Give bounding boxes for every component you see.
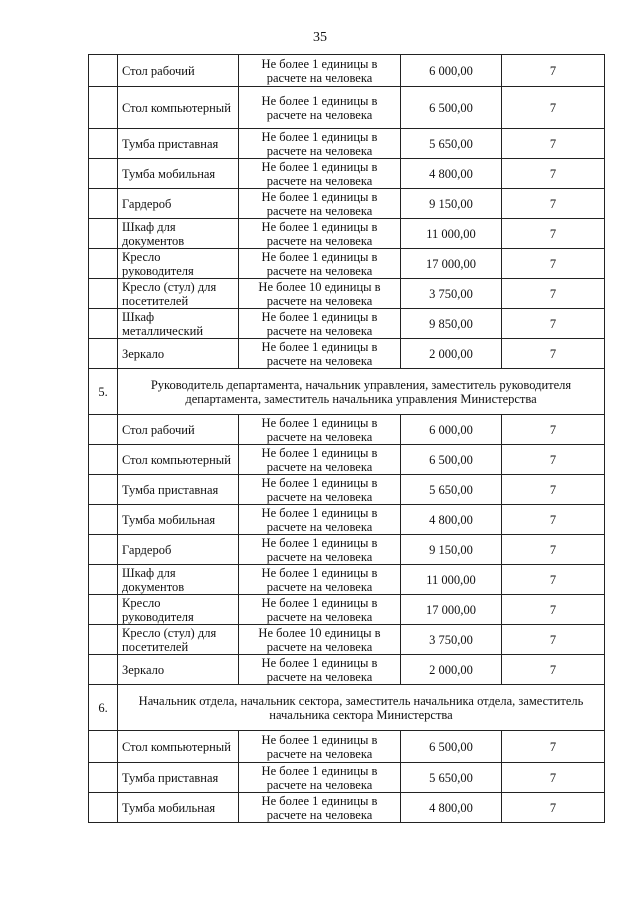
item-price: 6 500,00 — [401, 445, 502, 475]
row-number-cell — [89, 339, 118, 369]
section-row — [89, 685, 605, 731]
row-number-cell — [89, 55, 118, 87]
item-name: Стол компьютерный — [118, 445, 239, 475]
item-price: 6 000,00 — [401, 55, 502, 87]
item-service-years: 7 — [502, 505, 605, 535]
item-price: 5 650,00 — [401, 763, 502, 793]
table-row — [89, 87, 605, 129]
item-service-years: 7 — [502, 595, 605, 625]
item-service-years: 7 — [502, 249, 605, 279]
item-service-years: 7 — [502, 565, 605, 595]
table-row — [89, 129, 605, 159]
row-number-cell — [89, 655, 118, 685]
item-service-years: 7 — [502, 129, 605, 159]
table-row — [89, 279, 605, 309]
item-service-years: 7 — [502, 55, 605, 87]
table-row — [89, 445, 605, 475]
item-name: Тумба мобильная — [118, 159, 239, 189]
item-name: Тумба приставная — [118, 763, 239, 793]
table-row — [89, 625, 605, 655]
item-price: 5 650,00 — [401, 129, 502, 159]
item-quantity-norm: Не более 1 единицы в расчете на человека — [239, 159, 401, 189]
table-row — [89, 309, 605, 339]
row-number-cell — [89, 445, 118, 475]
item-service-years: 7 — [502, 279, 605, 309]
item-name: Кресло руководителя — [118, 595, 239, 625]
item-price: 4 800,00 — [401, 793, 502, 823]
item-name: Гардероб — [118, 535, 239, 565]
item-price: 11 000,00 — [401, 219, 502, 249]
item-name: Шкаф для документов — [118, 219, 239, 249]
item-price: 4 800,00 — [401, 505, 502, 535]
item-service-years: 7 — [502, 763, 605, 793]
item-price: 6 000,00 — [401, 415, 502, 445]
row-number-cell — [89, 505, 118, 535]
row-number-cell — [89, 129, 118, 159]
item-name: Стол компьютерный — [118, 87, 239, 129]
item-price: 3 750,00 — [401, 625, 502, 655]
item-price: 6 500,00 — [401, 731, 502, 763]
row-number-cell — [89, 309, 118, 339]
row-number-cell — [89, 189, 118, 219]
item-service-years: 7 — [502, 475, 605, 505]
item-price: 2 000,00 — [401, 655, 502, 685]
item-price: 17 000,00 — [401, 249, 502, 279]
item-quantity-norm: Не более 1 единицы в расчете на человека — [239, 535, 401, 565]
item-name: Тумба мобильная — [118, 793, 239, 823]
item-name: Кресло руководителя — [118, 249, 239, 279]
row-number-cell — [89, 87, 118, 129]
item-quantity-norm: Не более 1 единицы в расчете на человека — [239, 595, 401, 625]
item-name: Зеркало — [118, 339, 239, 369]
section-title: Руководитель департамента, начальник управления, заместитель руководителя департамента, заместитель начальника управления Министерства — [118, 369, 605, 415]
item-service-years: 7 — [502, 189, 605, 219]
item-name: Шкаф для документов — [118, 565, 239, 595]
item-quantity-norm: Не более 1 единицы в расчете на человека — [239, 505, 401, 535]
table-row — [89, 565, 605, 595]
item-name: Кресло (стул) для посетителей — [118, 279, 239, 309]
page-number: 35 — [313, 30, 327, 45]
item-service-years: 7 — [502, 159, 605, 189]
row-number-cell — [89, 731, 118, 763]
table-row — [89, 793, 605, 823]
item-quantity-norm: Не более 1 единицы в расчете на человека — [239, 475, 401, 505]
item-price: 9 150,00 — [401, 535, 502, 565]
item-price: 5 650,00 — [401, 475, 502, 505]
row-number-cell — [89, 565, 118, 595]
table-row — [89, 535, 605, 565]
item-name: Стол рабочий — [118, 55, 239, 87]
item-name: Кресло (стул) для посетителей — [118, 625, 239, 655]
table-row — [89, 763, 605, 793]
table-row — [89, 731, 605, 763]
item-quantity-norm: Не более 1 единицы в расчете на человека — [239, 565, 401, 595]
item-quantity-norm: Не более 1 единицы в расчете на человека — [239, 793, 401, 823]
item-service-years: 7 — [502, 415, 605, 445]
item-price: 9 150,00 — [401, 189, 502, 219]
item-quantity-norm: Не более 1 единицы в расчете на человека — [239, 655, 401, 685]
item-service-years: 7 — [502, 535, 605, 565]
table-row — [89, 415, 605, 445]
item-name: Стол рабочий — [118, 415, 239, 445]
row-number-cell — [89, 415, 118, 445]
table-row — [89, 475, 605, 505]
item-quantity-norm: Не более 1 единицы в расчете на человека — [239, 129, 401, 159]
item-name: Тумба приставная — [118, 129, 239, 159]
row-number-cell — [89, 595, 118, 625]
item-service-years: 7 — [502, 793, 605, 823]
item-price: 6 500,00 — [401, 87, 502, 129]
item-price: 4 800,00 — [401, 159, 502, 189]
item-service-years: 7 — [502, 731, 605, 763]
item-name: Гардероб — [118, 189, 239, 219]
item-quantity-norm: Не более 1 единицы в расчете на человека — [239, 249, 401, 279]
item-quantity-norm: Не более 1 единицы в расчете на человека — [239, 415, 401, 445]
item-quantity-norm: Не более 1 единицы в расчете на человека — [239, 763, 401, 793]
item-price: 2 000,00 — [401, 339, 502, 369]
item-service-years: 7 — [502, 339, 605, 369]
table-row — [89, 339, 605, 369]
row-number-cell — [89, 249, 118, 279]
item-quantity-norm: Не более 1 единицы в расчете на человека — [239, 219, 401, 249]
item-service-years: 7 — [502, 219, 605, 249]
item-name: Зеркало — [118, 655, 239, 685]
section-row — [89, 369, 605, 415]
item-name: Стол компьютерный — [118, 731, 239, 763]
item-service-years: 7 — [502, 655, 605, 685]
item-name: Тумба приставная — [118, 475, 239, 505]
item-quantity-norm: Не более 1 единицы в расчете на человека — [239, 339, 401, 369]
table-row — [89, 55, 605, 87]
table-row — [89, 189, 605, 219]
table-row — [89, 249, 605, 279]
item-name: Шкаф металлический — [118, 309, 239, 339]
row-number-cell — [89, 475, 118, 505]
table-row — [89, 655, 605, 685]
item-quantity-norm: Не более 10 единицы в расчете на человека — [239, 625, 401, 655]
row-number-cell — [89, 219, 118, 249]
table-row — [89, 219, 605, 249]
row-number-cell — [89, 763, 118, 793]
item-quantity-norm: Не более 10 единицы в расчете на человека — [239, 279, 401, 309]
item-quantity-norm: Не более 1 единицы в расчете на человека — [239, 55, 401, 87]
item-quantity-norm: Не более 1 единицы в расчете на человека — [239, 731, 401, 763]
item-quantity-norm: Не более 1 единицы в расчете на человека — [239, 189, 401, 219]
item-service-years: 7 — [502, 309, 605, 339]
item-quantity-norm: Не более 1 единицы в расчете на человека — [239, 87, 401, 129]
section-number: 5. — [89, 369, 118, 415]
furniture-norms-table — [88, 54, 605, 823]
item-service-years: 7 — [502, 87, 605, 129]
item-service-years: 7 — [502, 625, 605, 655]
section-title: Начальник отдела, начальник сектора, заместитель начальника отдела, заместитель начальника сектора Министерства — [118, 685, 605, 731]
item-quantity-norm: Не более 1 единицы в расчете на человека — [239, 309, 401, 339]
table-row — [89, 595, 605, 625]
item-price: 3 750,00 — [401, 279, 502, 309]
item-quantity-norm: Не более 1 единицы в расчете на человека — [239, 445, 401, 475]
table-body — [89, 55, 605, 823]
item-price: 11 000,00 — [401, 565, 502, 595]
item-service-years: 7 — [502, 445, 605, 475]
item-name: Тумба мобильная — [118, 505, 239, 535]
item-price: 17 000,00 — [401, 595, 502, 625]
row-number-cell — [89, 279, 118, 309]
section-number: 6. — [89, 685, 118, 731]
item-price: 9 850,00 — [401, 309, 502, 339]
row-number-cell — [89, 625, 118, 655]
row-number-cell — [89, 159, 118, 189]
row-number-cell — [89, 535, 118, 565]
row-number-cell — [89, 793, 118, 823]
table-row — [89, 159, 605, 189]
table-row — [89, 505, 605, 535]
